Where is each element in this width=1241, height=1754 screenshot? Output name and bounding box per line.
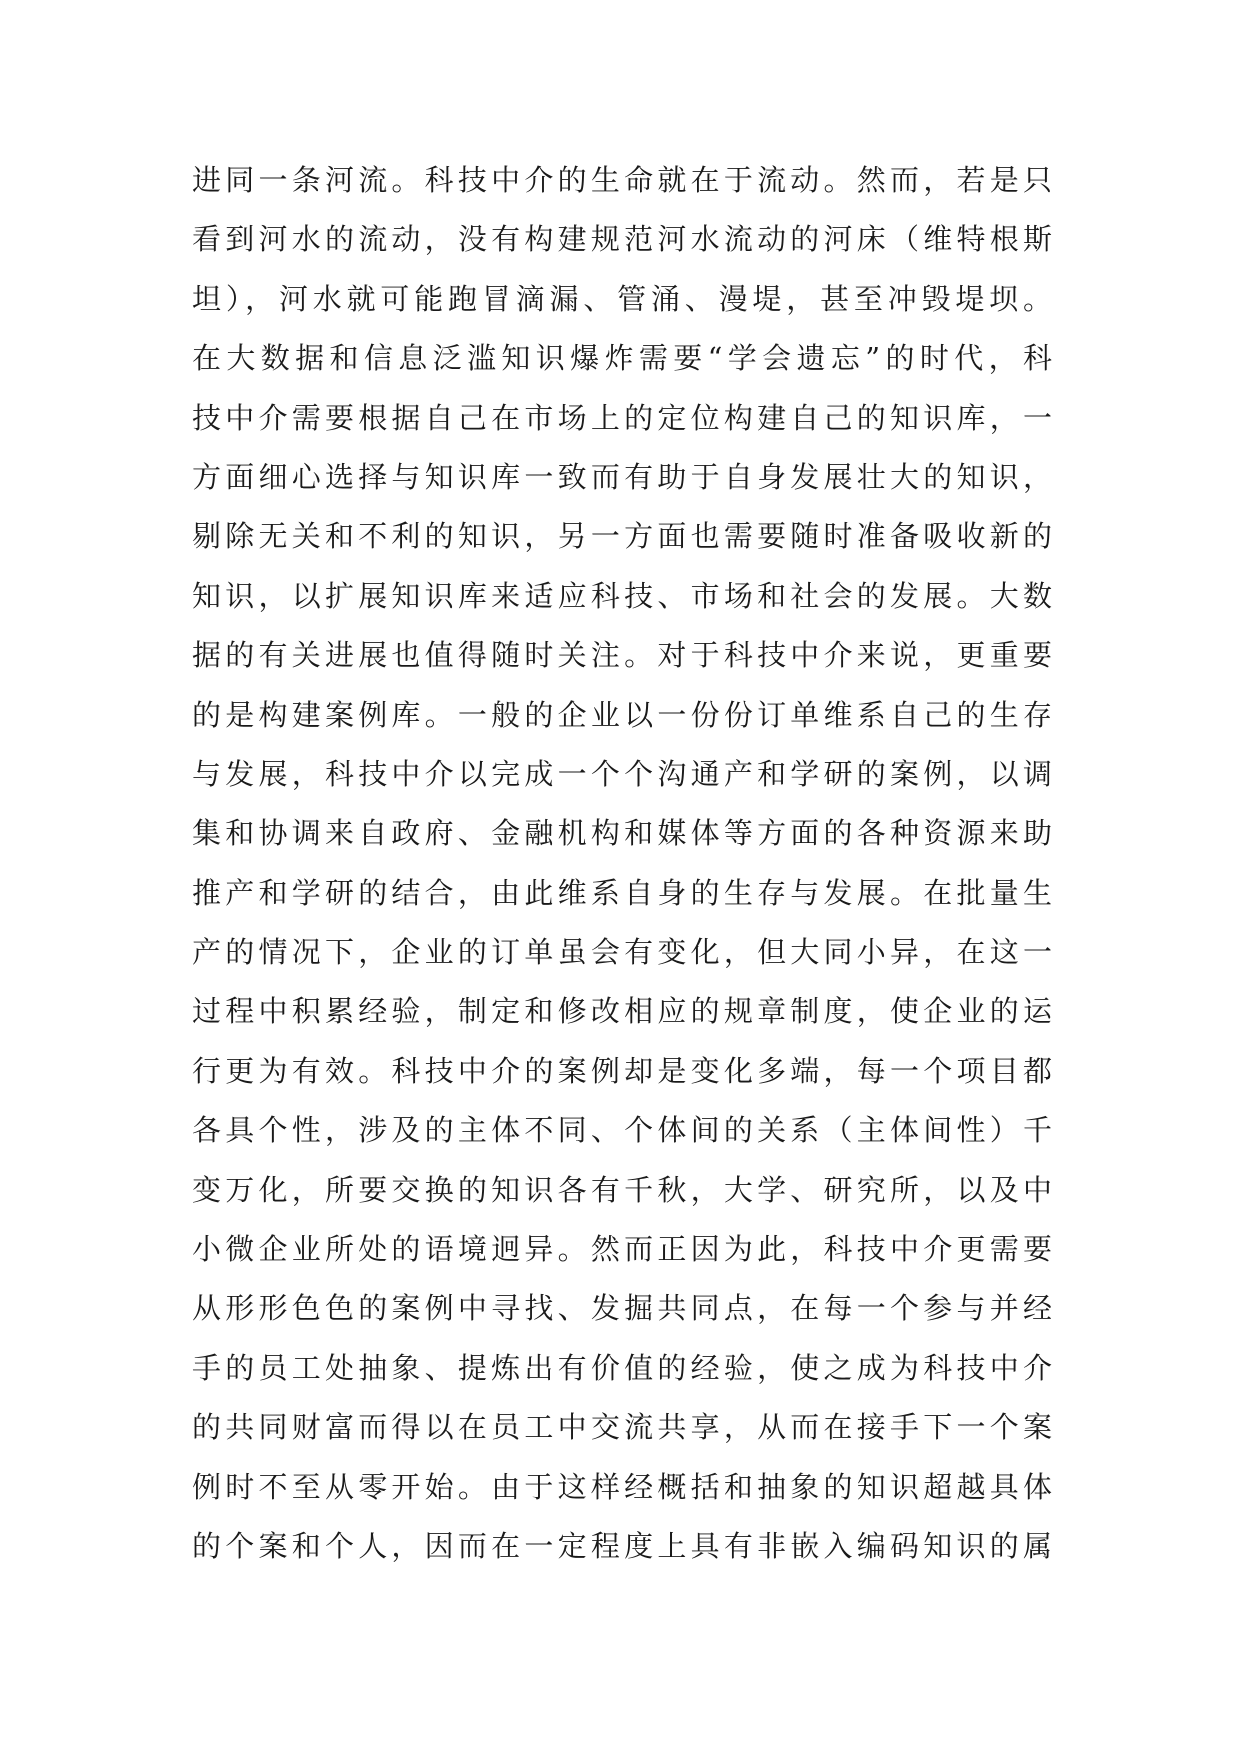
text-line: 在大数据和信息泛滥知识爆炸需要“学会遗忘”的时代，科 [192, 341, 1052, 376]
body-text [192, 163, 1052, 1588]
text-line: 各具个性，涉及的主体不同、个体间的关系（主体间性）千 [192, 1113, 1052, 1148]
text-line: 例时不至从零开始。由于这样经概括和抽象的知识超越具体 [192, 1469, 1052, 1504]
text-line: 进同一条河流。科技中介的生命就在于流动。然而，若是只 [192, 163, 1052, 197]
text-line: 从形形色色的案例中寻找、发掘共同点，在每一个参与并经 [192, 1291, 1052, 1326]
text-line: 知识，以扩展知识库来适应科技、市场和社会的发展。大数 [192, 578, 1052, 613]
text-line: 坦），河水就可能跑冒滴漏、管涌、漫堤，甚至冲毁堤坝。 [192, 281, 1052, 316]
text-line: 行更为有效。科技中介的案例却是变化多端，每一个项目都 [192, 1053, 1052, 1088]
text-line: 方面细心选择与知识库一致而有助于自身发展壮大的知识， [192, 459, 1052, 494]
text-line: 手的员工处抽象、提炼出有价值的经验，使之成为科技中介 [192, 1350, 1052, 1385]
text-line: 变万化，所要交换的知识各有千秋，大学、研究所，以及中 [192, 1172, 1052, 1207]
text-line: 技中介需要根据自己在市场上的定位构建自己的知识库，一 [192, 400, 1052, 435]
text-line: 推产和学研的结合，由此维系自身的生存与发展。在批量生 [192, 875, 1052, 910]
text-line: 的个案和个人，因而在一定程度上具有非嵌入编码知识的属 [192, 1528, 1052, 1563]
text-line: 集和协调来自政府、金融机构和媒体等方面的各种资源来助 [192, 816, 1052, 851]
text-line: 过程中积累经验，制定和修改相应的规章制度，使企业的运 [192, 994, 1052, 1029]
text-line: 的是构建案例库。一般的企业以一份份订单维系自己的生存 [192, 697, 1052, 732]
text-line: 的共同财富而得以在员工中交流共享，从而在接手下一个案 [192, 1410, 1052, 1445]
text-line: 看到河水的流动，没有构建规范河水流动的河床（维特根斯 [192, 222, 1052, 257]
text-line: 产的情况下，企业的订单虽会有变化，但大同小异，在这一 [192, 935, 1052, 970]
text-line: 与发展，科技中介以完成一个个沟通产和学研的案例，以调 [192, 756, 1052, 791]
text-line: 据的有关进展也值得随时关注。对于科技中介来说，更重要 [192, 638, 1052, 673]
text-line: 剔除无关和不利的知识，另一方面也需要随时准备吸收新的 [192, 519, 1052, 554]
text-line: 小微企业所处的语境迥异。然而正因为此，科技中介更需要 [192, 1232, 1052, 1267]
